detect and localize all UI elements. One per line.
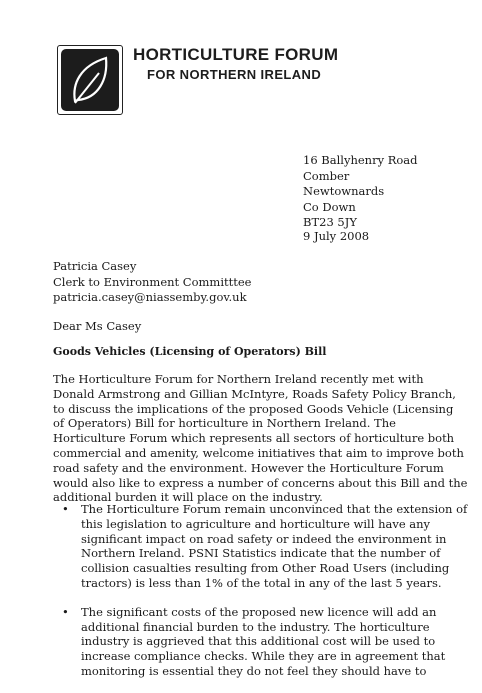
concerns-list [62, 502, 472, 693]
list-item [62, 605, 472, 679]
org-name: HORTICULTURE FORUM [133, 45, 339, 64]
subject-line: Goods Vehicles (Licensing of Operators) Bill [53, 345, 327, 358]
letter-date: 9 July 2008 [303, 229, 370, 243]
recipient-title: Clerk to Environment Committtee [53, 274, 252, 289]
address-line: Co Down [303, 199, 356, 214]
address-line: BT23 5JY [303, 215, 357, 229]
intro-paragraph [53, 372, 468, 505]
recipient-email: patricia.casey@niassemby.gov.uk [53, 290, 247, 304]
bullet-marker: • [62, 502, 69, 516]
address-line: Comber [303, 168, 350, 183]
bullet-text: The Horticulture Forum remain unconvinced that the extension of this legislation to agriculture and horticulture will have any significant impact on road safety or indeed the environment in Northern Ireland. PSNI Statistics indicate that the number of collision casualties resulting from Other Road Users (including tractors) is less than 1% of the total in any of the last 5 years. [81, 502, 468, 590]
salutation: Dear Ms Casey [53, 319, 142, 333]
address-line: Newtownards [303, 184, 385, 198]
recipient-block [53, 259, 252, 306]
sender-address [303, 153, 418, 231]
org-subtitle: FOR NORTHERN IRELAND [147, 67, 322, 82]
recipient-name: Patricia Casey [53, 259, 137, 273]
bullet-text: The significant costs of the proposed new licence will add an additional financial burden to the industry. The horticulture industry is aggrieved that this additional cost will be used to increase compliance checks. While they are in agreement that monitoring is essential they do not feel they should have to [81, 604, 446, 678]
address-line: 16 Ballyhenry Road [303, 153, 418, 167]
leaf-icon [57, 45, 123, 115]
intro-text: The Horticulture Forum for Northern Ireland recently met with Donald Armstrong and Gillian McIntyre, Roads Safety Policy Branch, to discuss the implications of the proposed Goods Vehicle (Licensing of Operators) Bill for horticulture in Northern Ireland. The Horticulture Forum which represents all sectors of horticulture both commercial and amenity, welcome initiatives that aim to improve both road safety and the environment. However the Horticulture Forum would also like to express a number of concerns about this Bill and the additional burden it will place on the industry. [53, 372, 468, 505]
bullet-marker: • [62, 604, 69, 619]
list-item [62, 502, 472, 591]
